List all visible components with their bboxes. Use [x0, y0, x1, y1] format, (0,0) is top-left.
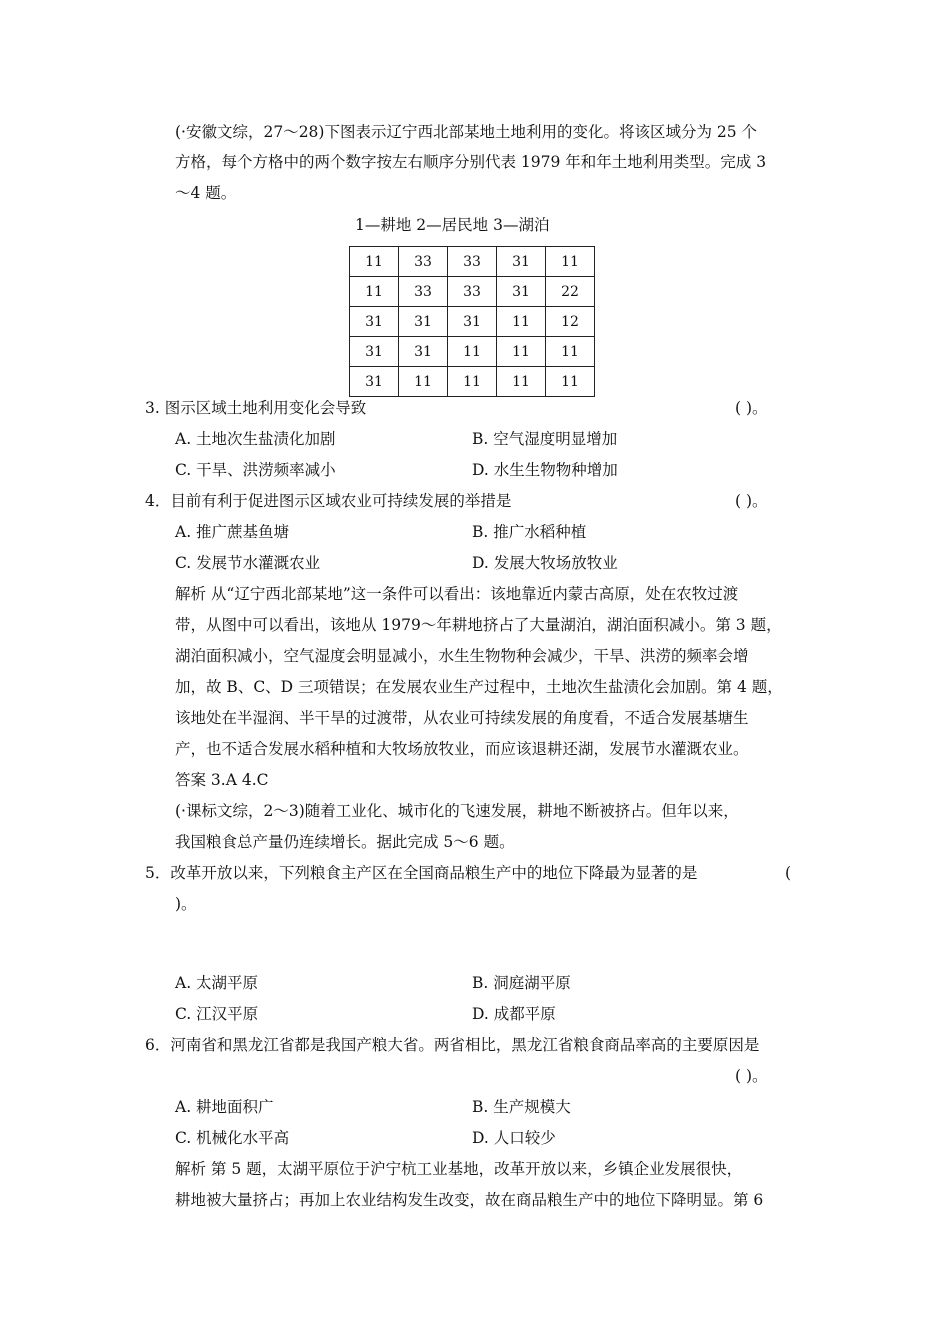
- grid-cell: 22: [546, 277, 595, 307]
- q4-option-d: D. 发展大牧场放牧业: [472, 554, 618, 572]
- grid-cell: 31: [399, 337, 448, 367]
- grid-row: [350, 247, 595, 277]
- intro-line-1: (·安徽文综，27～28)下图表示辽宁西北部某地土地利用的变化。将该区域分为 25 个: [175, 123, 758, 141]
- q3-option-d: D. 水生生物物种增加: [472, 461, 618, 479]
- q6-option-a: A. 耕地面积广: [175, 1098, 274, 1116]
- grid-cell: 11: [448, 367, 497, 397]
- grid-legend: 1—耕地 2—居民地 3—湖泊: [355, 216, 550, 234]
- analysis1-line-3: 湖泊面积减小，空气湿度会明显减小，水生生物物种会减少，干旱、洪涝的频率会增: [175, 647, 749, 665]
- grid-cell: 31: [448, 307, 497, 337]
- grid-cell: 31: [350, 367, 399, 397]
- grid-cell: 33: [448, 277, 497, 307]
- q4-stem: 4．目前有利于促进图示区域农业可持续发展的举措是: [145, 492, 512, 510]
- grid-cell: 31: [497, 247, 546, 277]
- q4-option-c: C. 发展节水灌溉农业: [175, 554, 321, 572]
- grid-cell: 12: [546, 307, 595, 337]
- q5-option-d: D. 成都平原: [472, 1005, 556, 1023]
- analysis2-line-1: 解析 第 5 题，太湖平原位于沪宁杭工业基地，改革开放以来，乡镇企业发展很快，: [175, 1160, 743, 1178]
- grid-cell: 11: [546, 367, 595, 397]
- q4-bracket: ( )。: [735, 492, 768, 510]
- q5-option-c: C. 江汉平原: [175, 1005, 259, 1023]
- grid-cell: 11: [546, 337, 595, 367]
- q6-option-b: B. 生产规模大: [472, 1098, 571, 1116]
- q5-option-b: B. 洞庭湖平原: [472, 974, 571, 992]
- q5-option-a: A. 太湖平原: [175, 974, 259, 992]
- analysis2-line-2: 耕地被大量挤占；再加上农业结构发生改变，故在商品粮生产中的地位下降明显。第 6: [175, 1191, 764, 1209]
- grid-cell: 33: [399, 247, 448, 277]
- grid-row: [350, 307, 595, 337]
- q5-paren-open: (: [785, 864, 792, 882]
- answer-1: 答案 3.A 4.C: [175, 771, 269, 789]
- grid-cell: 31: [350, 337, 399, 367]
- grid-cell: 11: [350, 247, 399, 277]
- q5-stem: 5．改革开放以来，下列粮食主产区在全国商品粮生产中的地位下降最为显著的是: [145, 864, 698, 882]
- grid-row: [350, 277, 595, 307]
- grid-cell: 11: [497, 367, 546, 397]
- grid-cell: 11: [399, 367, 448, 397]
- q6-option-c: C. 机械化水平高: [175, 1129, 290, 1147]
- analysis1-line-6: 产，也不适合发展水稻种植和大牧场放牧业，而应该退耕还湖，发展节水灌溉农业。: [175, 740, 749, 758]
- q3-option-c: C. 干旱、洪涝频率减小: [175, 461, 336, 479]
- q4-option-b: B. 推广水稻种植: [472, 523, 587, 541]
- q6-option-d: D. 人口较少: [472, 1129, 556, 1147]
- land-use-grid: [349, 246, 595, 397]
- grid-cell: 11: [350, 277, 399, 307]
- q6-bracket: ( )。: [735, 1067, 768, 1085]
- q5-paren-close: )。: [175, 895, 197, 913]
- grid-cell: 11: [497, 307, 546, 337]
- intro-line-3: ～4 题。: [175, 184, 237, 202]
- grid-cell: 11: [546, 247, 595, 277]
- grid-cell: 31: [350, 307, 399, 337]
- q3-bracket: ( )。: [735, 399, 768, 417]
- q3-option-a: A. 土地次生盐渍化加剧: [175, 430, 336, 448]
- intro2-line-1: (·课标文综，2～3)随着工业化、城市化的飞速发展，耕地不断被挤占。但年以来，: [175, 802, 739, 820]
- grid-cell: 33: [399, 277, 448, 307]
- grid-cell: 11: [497, 337, 546, 367]
- q3-stem: 3. 图示区域土地利用变化会导致: [145, 399, 367, 417]
- grid-row: [350, 337, 595, 367]
- grid-cell: 31: [497, 277, 546, 307]
- q4-option-a: A. 推广蔗基鱼塘: [175, 523, 290, 541]
- intro-line-2: 方格，每个方格中的两个数字按左右顺序分别代表 1979 年和年土地利用类型。完成 3: [175, 153, 767, 171]
- analysis1-line-4: 加，故 B、C、D 三项错误；在发展农业生产过程中，土地次生盐渍化会加剧。第 4 题，: [175, 678, 783, 696]
- grid-row: [350, 367, 595, 397]
- grid-cell: 31: [399, 307, 448, 337]
- analysis1-line-5: 该地处在半湿润、半干旱的过渡带，从农业可持续发展的角度看，不适合发展基塘生: [175, 709, 749, 727]
- analysis1-line-1: 解析 从“辽宁西北部某地”这一条件可以看出：该地靠近内蒙古高原，处在农牧过渡: [175, 585, 739, 603]
- analysis1-line-2: 带，从图中可以看出，该地从 1979～年耕地挤占了大量湖泊，湖泊面积减小。第 3 题，: [175, 616, 782, 634]
- grid-cell: 11: [448, 337, 497, 367]
- q6-stem: 6．河南省和黑龙江省都是我国产粮大省。两省相比，黑龙江省粮食商品率高的主要原因是: [145, 1036, 760, 1054]
- grid-cell: 33: [448, 247, 497, 277]
- intro2-line-2: 我国粮食总产量仍连续增长。据此完成 5～6 题。: [175, 833, 515, 851]
- q3-option-b: B. 空气湿度明显增加: [472, 430, 618, 448]
